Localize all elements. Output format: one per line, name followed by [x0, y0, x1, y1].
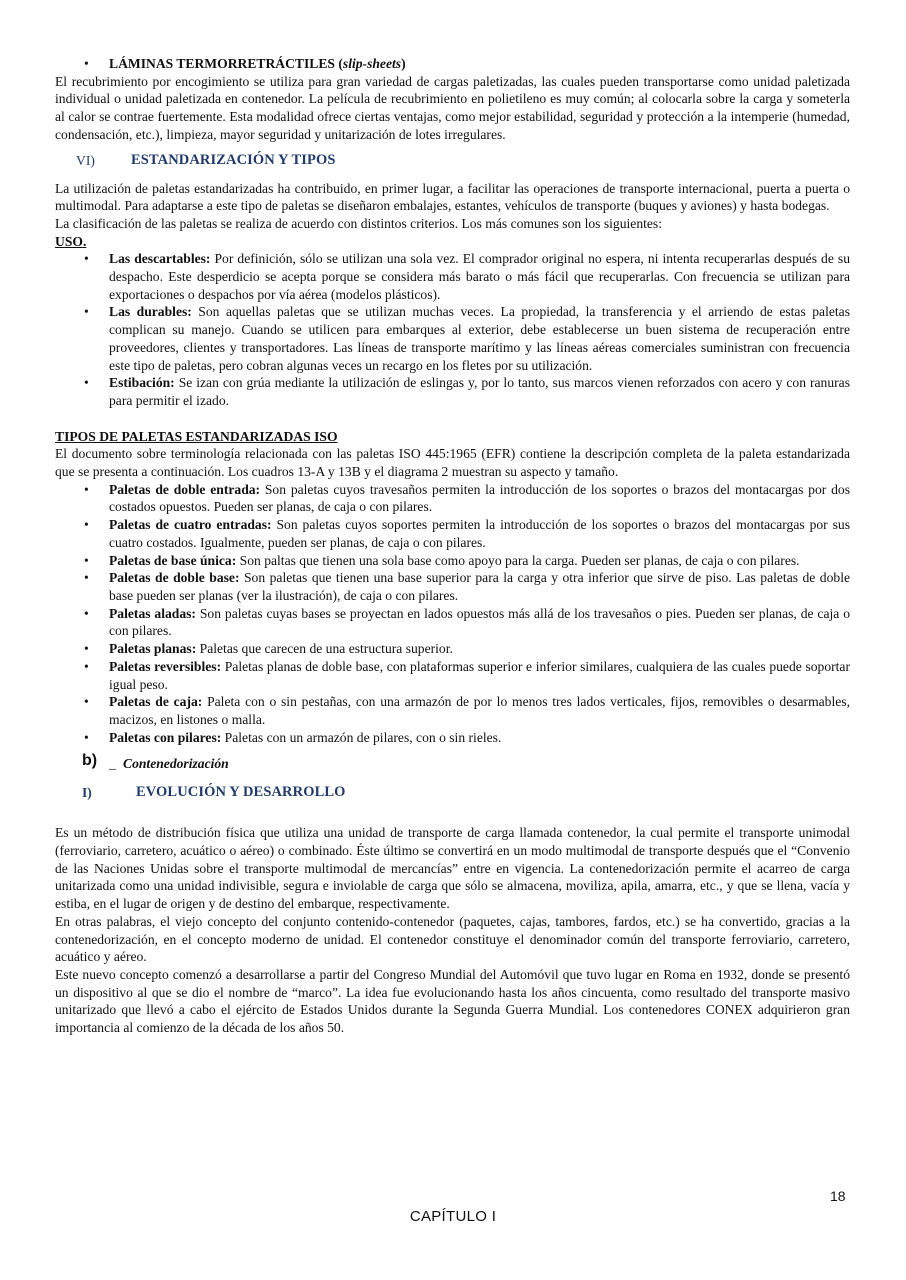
iso-heading: TIPOS DE PALETAS ESTANDARIZADAS ISO — [55, 428, 338, 444]
bullet-icon: • — [84, 694, 89, 710]
bullet-icon: • — [84, 729, 89, 745]
evolution-paragraph-3: Este nuevo concepto comenzó a desarrollarse a partir del Congreso Mundial del Automóvil que tuvo lugar en Roma en 1932, donde se presentó un dispositivo al que se dio el nombre de “marco”. La idea fue evolucionando hasta los años cincuenta, como resultado del transporte masivo unitarizado que llevó a cabo el ejército de Estados Unidos durante la Segunda Guerra Mundial. Los contenedores CONEX adquirieron gran importancia al comienzo de la década de los años 50. — [55, 966, 850, 1036]
list-item-text: Paletas planas de doble base, con plataformas superior e inferior similares, cualquiera de las cuales puede soportar igual peso. — [109, 658, 850, 692]
standard-paragraph-1: La utilización de paletas estandarizadas ha contribuido, en primer lugar, a facilitar las operaciones de transporte internacional, puerta a puerta o multimodal. Para adaptarse a este tipo de paletas se diseñaron embalajes, estantes, vehículos de transporte (buques y aviones) y hasta bodegas. — [55, 180, 850, 214]
list-item-label: Paletas de doble base: — [109, 570, 240, 586]
list-item — [55, 516, 850, 551]
bullet-icon: • — [84, 375, 89, 391]
heading-i-number: I) — [82, 785, 92, 801]
laminas-paragraph: El recubrimiento por encogimiento se utiliza para gran variedad de cargas paletizadas, las cuales pueden transportarse como unidad paletizada individual o unidad paletizada en contenedor. La película de recubrimiento en polietileno es muy común; al colocarla sobre la carga y someterla al calor se contrae fuertemente. Esta modalidad ofrece ciertas ventajas, como mejor estabilidad, seguridad y protección a la intemperie (humedad, condensación, etc.), limpieza, mayor seguridad y unitarización de lotes irregulares. — [55, 73, 850, 142]
heading-vi-number: VI) — [76, 152, 95, 168]
page-number: 18 — [830, 1188, 846, 1204]
list-item-label: Las durables: — [109, 304, 192, 320]
subsection-b-underscore: _ — [109, 756, 116, 772]
list-item — [55, 729, 850, 747]
standard-paragraph-2: La clasificación de las paletas se realiza de acuerdo con distintos criterios. Los más comunes son los siguientes: — [55, 215, 662, 231]
laminas-title-end: ) — [401, 56, 406, 71]
list-item — [55, 250, 850, 303]
iso-list — [55, 481, 850, 747]
list-item-text: Son aquellas paletas que se utilizan muchas veces. La propiedad, la transferencia y el arriendo de estas paletas complican su manejo. Cuando se utilicen para embarques al exterior, debe establecerse un buen sistema de recuperación entre proveedores, clientes y transportadores. Las líneas de transporte marítimo y las líneas aéreas comerciales suministran con frecuencia este tipo de paletas, pero cobran algunas veces un recargo en los fletes por su utilización. — [109, 304, 850, 373]
list-item — [55, 303, 850, 374]
bullet-icon: • — [84, 570, 89, 586]
heading-vi-title: ESTANDARIZACIÓN Y TIPOS — [131, 151, 336, 168]
list-item-text: Paletas con un armazón de pilares, con o sin rieles. — [221, 729, 502, 745]
list-item — [55, 605, 850, 640]
laminas-title: LÁMINAS TERMORRETRÁCTILES ( — [109, 56, 343, 71]
heading-i-title: EVOLUCIÓN Y DESARROLLO — [136, 784, 346, 801]
bullet-icon: • — [84, 658, 89, 674]
bullet-icon: • — [84, 605, 89, 621]
chapter-footer: CAPÍTULO I — [409, 1208, 497, 1225]
list-item-text: Son paletas cuyos travesaños permiten la introducción de los soportes o brazos del montacargas por dos costados opuestos. Pueden ser planas, de caja o con pilares. — [109, 481, 850, 515]
bullet-icon: • — [84, 641, 89, 657]
list-item — [55, 569, 850, 604]
list-item-label: Estibación: — [109, 375, 175, 391]
bullet-icon: • — [84, 552, 89, 568]
list-item — [55, 481, 850, 516]
uso-list — [55, 250, 850, 409]
subsection-b-letter: b) — [82, 752, 98, 770]
list-item-label: Paletas aladas: — [109, 605, 196, 621]
laminas-title-italic: slip-sheets — [342, 56, 402, 71]
list-item — [55, 693, 850, 728]
bullet-icon: • — [84, 481, 89, 497]
list-item-text: Son paltas que tienen una sola base como apoyo para la carga. Pueden ser planas, de caja o con pilares. — [236, 552, 800, 568]
list-item-label: Paletas de base única: — [109, 552, 237, 568]
bullet-icon: • — [84, 517, 89, 533]
bullet-icon: • — [84, 56, 89, 71]
list-item-text: Paletas que carecen de una estructura superior. — [196, 641, 453, 657]
bullet-icon: • — [84, 304, 89, 320]
subsection-b-title: Contenedorización — [123, 756, 229, 772]
list-item-label: Paletas reversibles: — [109, 658, 222, 674]
list-item-text: Se izan con grúa mediante la utilización de eslingas y, por lo tanto, sus marcos vienen reforzados con acero y con ranuras para permitir el izado. — [109, 375, 850, 408]
heading-i — [55, 784, 850, 808]
list-item — [55, 552, 850, 570]
list-item-text: Son paletas que tienen una base superior para la carga y otra inferior que sirve de piso. Las paletas de doble base pueden ser planas (ver la ilustración), de caja o con pilares. — [109, 570, 851, 603]
list-item-label: Paletas de doble entrada: — [109, 481, 261, 497]
subsection-b — [55, 754, 850, 776]
list-item-text: Por definición, sólo se utilizan una sola vez. El comprador original no espera, ni intenta recuperarlas después de su despacho. Este desperdicio se acepta porque se considera más barato o más fácil que recuperarlas. Con frecuencia se utilizan para exportaciones o despachos por vía aérea (modelos plásticos). — [109, 251, 850, 302]
iso-intro: El documento sobre terminología relacionada con las paletas ISO 445:1965 (EFR) contiene la descripción completa de la paleta estandarizada que se presenta a continuación. Los cuadros 13-A y 13B y el diagrama 2 muestran su aspecto y tamaño. — [55, 446, 850, 480]
list-item — [55, 658, 850, 693]
heading-vi — [55, 152, 850, 176]
evolution-paragraph-1: Es un método de distribución física que utiliza una unidad de transporte de carga llamada contenedor, la cual permite el transporte unimodal (ferroviario, carretero, acuático o aéreo) o combinado. Éste último se convertirá en un modo multimodal de transporte después que el “Convenio de las Naciones Unidas sobre el transporte multimodal de mercancías” entre en vigencia. La contenedorización permite el acarreo de carga unitarizada como una unidad indivisible, segura e inviolable de carga que sólo se almacena, moviliza, apila, amarra, etc., y que se llena, vacía y estiba, en el lugar de origen y de destino del embarque, respectivamente. — [55, 825, 850, 912]
list-item-label: Paletas de caja: — [109, 694, 203, 710]
list-item-text: Paleta con o sin pestañas, con una armazón de por lo menos tres lados verticales, fijos, removibles o desarmables, macizos, en listones o malla. — [109, 694, 850, 727]
list-item — [55, 374, 850, 409]
list-item-text: Son paletas cuyos soportes permiten la introducción de los soportes o brazos del montacargas por sus cuatro costados. Igualmente, pueden ser planas, de caja o con pilares. — [109, 517, 850, 550]
section-heading-laminas — [55, 55, 850, 73]
list-item-label: Paletas de cuatro entradas: — [109, 517, 272, 533]
uso-label: USO. — [55, 233, 87, 249]
list-item-label: Paletas con pilares: — [109, 729, 222, 745]
list-item-text: Son paletas cuyas bases se proyectan en lados opuestos más allá de los travesaños o pies. Pueden ser planas, de caja o con pilares. — [109, 605, 850, 639]
list-item — [55, 640, 850, 658]
list-item-label: Las descartables: — [109, 251, 211, 267]
evolution-paragraph-2: En otras palabras, el viejo concepto del conjunto contenido-contenedor (paquetes, cajas, tambores, fardos, etc.) se ha convertido, gracias a la contenedorización, en el concepto moderno de unidad. El contenedor constituye el denominador común del transporte ferroviario, carretero, acuático y aéreo. — [55, 913, 850, 965]
bullet-icon: • — [84, 251, 89, 267]
list-item-label: Paletas planas: — [109, 641, 197, 657]
document-page — [55, 55, 850, 1037]
